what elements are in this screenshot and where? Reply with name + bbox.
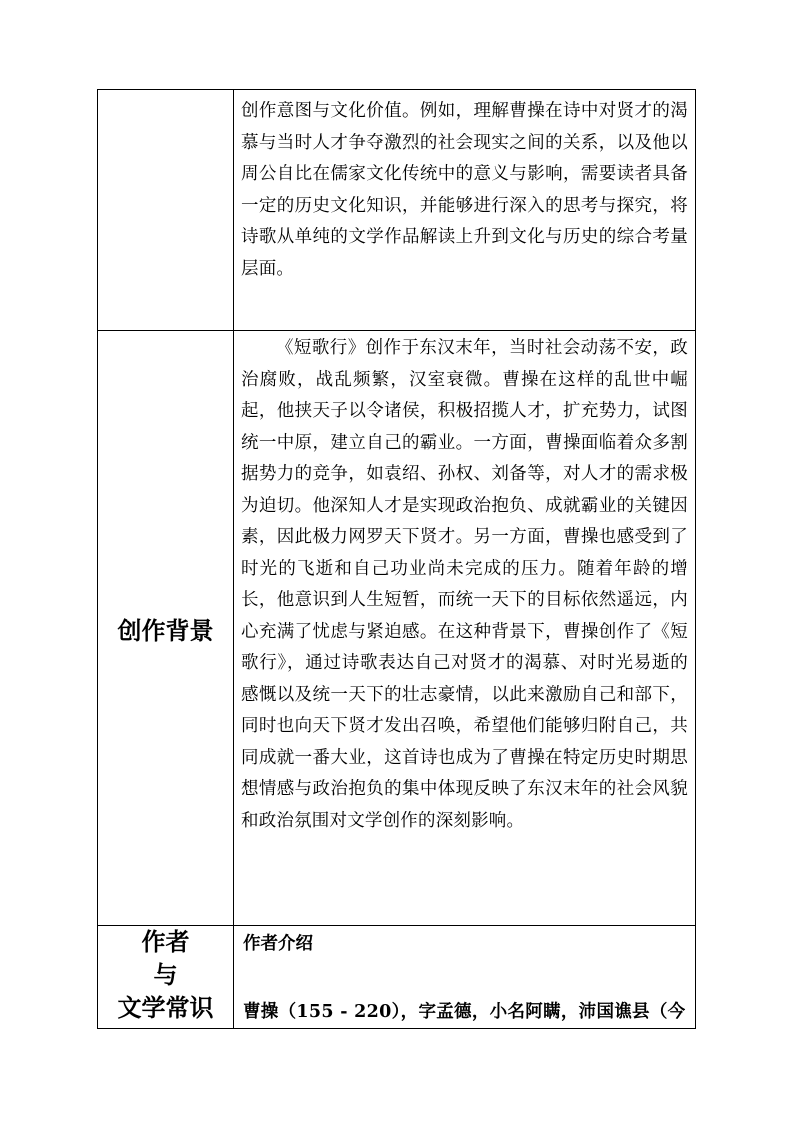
author-paragraph: 曹操（155 - 220），字孟德，小名阿瞒，沛国谯县（今 <box>243 1002 686 1022</box>
content-table <box>97 89 696 1029</box>
row-label-author-line-3: 文学常识 <box>117 994 214 1022</box>
intro-paragraph: 创作意图与文化价值。例如，理解曹操在诗中对贤才的渴慕与当时人才争夺激烈的社会现实之间的关系，以及他以周公自比在儒家文化传统中的意义与影响，需要读者具备一定的历史文化知识，并能够进行深入的思考与探究，将诗歌从单纯的文学作品解读上升到文化与历史的综合考量层面。 <box>241 101 688 279</box>
row-content-intro <box>234 90 696 331</box>
table-row-author <box>98 926 696 1029</box>
row-content-background <box>234 331 696 926</box>
table-row-intro <box>98 90 696 331</box>
background-paragraph: 《短歌行》创作于东汉末年，当时社会动荡不安，政治腐败，战乱频繁，汉室衰微。曹操在这样的乱世中崛起，他挟天子以令诸侯，积极招揽人才，扩充势力，试图统一中原，建立自己的霸业。一方面，曹操面临着众多割据势力的竞争，如袁绍、孙权、刘备等，对人才的需求极为迫切。他深知人才是实现政治抱负、成就霸业的关键因素，因此极力网罗天下贤才。另一方面，曹操也感受到了时光的飞逝和自己功业尚未完成的压力。随着年龄的增长，他意识到人生短暂，而统一天下的目标依然遥远，内心充满了忧虑与紧迫感。在这种背景下，曹操创作了《短歌行》，通过诗歌表达自己对贤才的渴慕、对时光易逝的感慨以及统一天下的壮志豪情，以此来激励自己和部下，同时也向天下贤才发出召唤，希望他们能够归附自己，共同成就一番大业，这首诗也成为了曹操在特定历史时期思想情感与政治抱负的集中体现反映了东汉末年的社会风貌和政治氛围对文学创作的深刻影响。 <box>241 338 688 831</box>
row-content-author <box>234 926 696 1029</box>
row-label-author <box>98 926 234 1029</box>
row-label-empty <box>98 90 234 331</box>
row-label-background: 创作背景 <box>98 331 234 926</box>
author-heading: 作者介绍 <box>243 934 313 954</box>
table-row-background <box>98 331 696 926</box>
row-label-author-line-1: 作者 <box>141 928 190 956</box>
row-label-author-line-2: 与 <box>153 961 178 989</box>
